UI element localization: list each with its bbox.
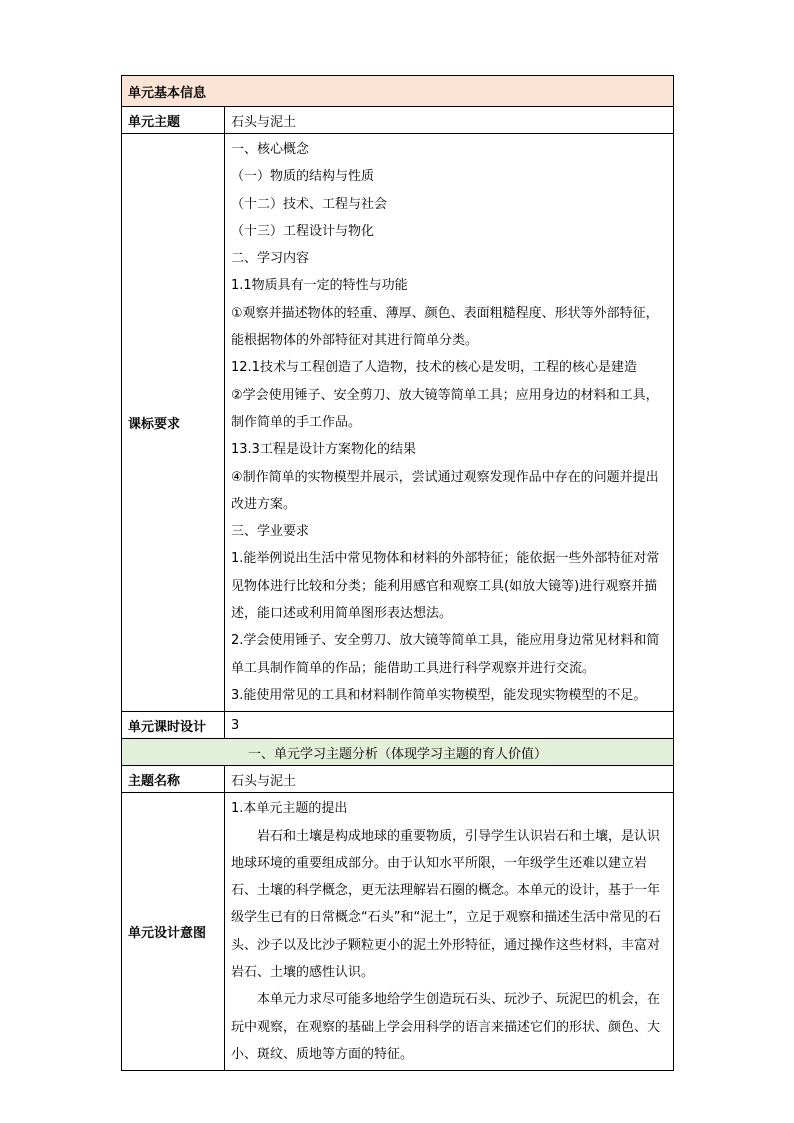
curriculum-line: 一、核心概念: [231, 142, 310, 157]
curriculum-line: 三、学业要求: [231, 524, 310, 540]
curriculum-line: 13.3工程是设计方案物化的结果: [231, 442, 416, 458]
section-1-header: 一、单元学习主题分析（体现学习主题的育人价值）: [122, 739, 674, 766]
theme-name-label: 主题名称: [122, 766, 225, 793]
curriculum-line: 2.学会使用锤子、安全剪刀、放大镜等简单工具，能应用身边常见材料和简单工具制作简单的作品；能借助工具进行科学观察并进行交流。: [231, 633, 660, 676]
unit-hours-value: 3: [225, 712, 674, 739]
design-intent-label: 单元设计意图: [122, 793, 225, 1071]
basic-info-header: 单元基本信息: [122, 76, 674, 107]
curriculum-line: ②学会使用锤子、安全剪刀、放大镜等简单工具；应用身边的材料和工具，制作简单的手工作品。: [231, 387, 659, 430]
curriculum-line: （十二）技术、工程与社会: [231, 196, 388, 212]
curriculum-line: 二、学习内容: [231, 251, 310, 267]
curriculum-line: 3.能使用常见的工具和材料制作简单实物模型，能发现实物模型的不足。: [231, 687, 647, 703]
curriculum-line: 1.能举例说出生活中常见物体和材料的外部特征；能依据一些外部特征对常见物体进行比较和分类；能利用感官和观察工具(如放大镜等)进行观察并描述，能口述或利用简单图形表达想法。: [231, 551, 660, 622]
curriculum-label: 课标要求: [122, 134, 225, 712]
design-intent-paragraph: 本单元力求尽可能多地给学生创造玩石头、玩沙子、玩泥巴的机会，在玩中观察，在观察的基础上学会用科学的语言来描述它们的形状、颜色、大小、斑纹、质地等方面的特征。: [231, 992, 661, 1062]
unit-topic-value: 石头与泥土: [225, 107, 674, 134]
curriculum-content: [225, 134, 674, 712]
design-intent-content: [225, 793, 674, 1071]
curriculum-line: ④制作简单的实物模型并展示，尝试通过观察发现作品中存在的问题并提出改进方案。: [231, 469, 659, 512]
curriculum-line: 12.1技术与工程创造了人造物，技术的核心是发明，工程的核心是建造: [231, 360, 637, 376]
unit-hours-label: 单元课时设计: [122, 712, 225, 739]
theme-name-value: 石头与泥土: [225, 766, 674, 793]
curriculum-line: （十三）工程设计与物化: [231, 223, 375, 239]
design-intent-heading: 1.本单元主题的提出: [231, 801, 348, 817]
curriculum-line: ①观察并描述物体的轻重、薄厚、颜色、表面粗糙程度、形状等外部特征，能根据物体的外部特征对其进行简单分类。: [231, 305, 659, 349]
design-intent-paragraph: 岩石和土壤是构成地球的重要物质，引导学生认识岩石和土壤，是认识地球环境的重要组成部分。由于认知水平所限，一年级学生还难以建立岩石、土壤的科学概念，更无法理解岩石圈的概念。本单元的设计，基于一年级学生已有的日常概念“石头”和“泥土”，立足于观察和描述生活中常见的石头、沙子以及比沙子颗粒更小的泥土外形特征，通过操作这些材料，丰富对岩石、土壤的感性认识。: [231, 828, 661, 981]
unit-topic-label: 单元主题: [122, 107, 225, 134]
unit-info-table: [121, 75, 674, 1071]
curriculum-line: 1.1物质具有一定的特性与功能: [231, 278, 408, 294]
curriculum-line: （一）物质的结构与性质: [231, 169, 375, 185]
